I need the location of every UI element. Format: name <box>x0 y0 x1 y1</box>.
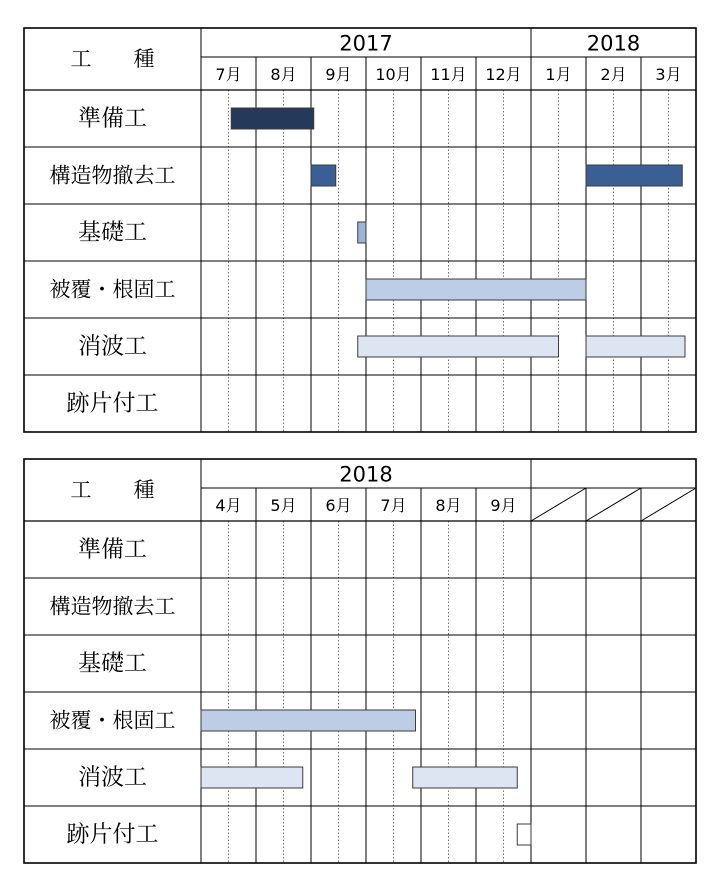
month-label: 1月 <box>545 65 572 84</box>
year-label: 2017 <box>339 31 393 56</box>
month-label: 11月 <box>430 65 467 84</box>
task-label: 基礎工 <box>78 650 147 677</box>
task-label: 基礎工 <box>78 219 147 246</box>
month-label: 6月 <box>325 496 352 515</box>
schedule-bar <box>358 222 366 243</box>
month-label: 8月 <box>435 496 462 515</box>
schedule-bar <box>311 165 336 186</box>
empty-cell-diagonal <box>586 488 641 521</box>
task-label: 消波工 <box>78 333 147 360</box>
task-label: 準備工 <box>78 105 147 132</box>
month-label: 8月 <box>270 65 297 84</box>
task-label: 被覆・根固工 <box>49 277 176 302</box>
schedule-bar <box>358 336 559 357</box>
month-label: 4月 <box>215 496 242 515</box>
gantt-table-1 <box>24 28 696 432</box>
month-label: 12月 <box>485 65 522 84</box>
task-label: 構造物撤去工 <box>49 163 176 188</box>
schedule-bar <box>366 279 586 300</box>
gantt-table-2 <box>24 459 696 863</box>
month-label: 10月 <box>375 65 412 84</box>
task-label: 構造物撤去工 <box>49 594 176 619</box>
month-label: 7月 <box>380 496 407 515</box>
month-label: 3月 <box>655 65 682 84</box>
month-label: 9月 <box>490 496 517 515</box>
task-label: 跡片付工 <box>66 390 159 417</box>
month-label: 2月 <box>600 65 627 84</box>
month-label: 7月 <box>215 65 242 84</box>
task-label: 跡片付工 <box>66 821 159 848</box>
schedule-bar <box>586 165 682 186</box>
task-label: 被覆・根固工 <box>49 708 176 733</box>
schedule-bar <box>201 767 303 788</box>
empty-cell-diagonal <box>531 488 586 521</box>
schedule-bar <box>231 108 314 129</box>
task-label: 消波工 <box>78 764 147 791</box>
month-label: 9月 <box>325 65 352 84</box>
column-header-label: 工 種 <box>70 478 155 502</box>
year-label: 2018 <box>586 31 641 56</box>
year-label: 2018 <box>339 462 393 487</box>
schedule-bar <box>413 767 518 788</box>
schedule-bar <box>201 710 416 731</box>
column-header-label: 工 種 <box>70 47 155 71</box>
schedule-bar <box>586 336 685 357</box>
empty-cell-diagonal <box>641 488 696 521</box>
schedule-bar <box>517 824 531 845</box>
month-label: 5月 <box>270 496 297 515</box>
task-label: 準備工 <box>78 536 147 563</box>
